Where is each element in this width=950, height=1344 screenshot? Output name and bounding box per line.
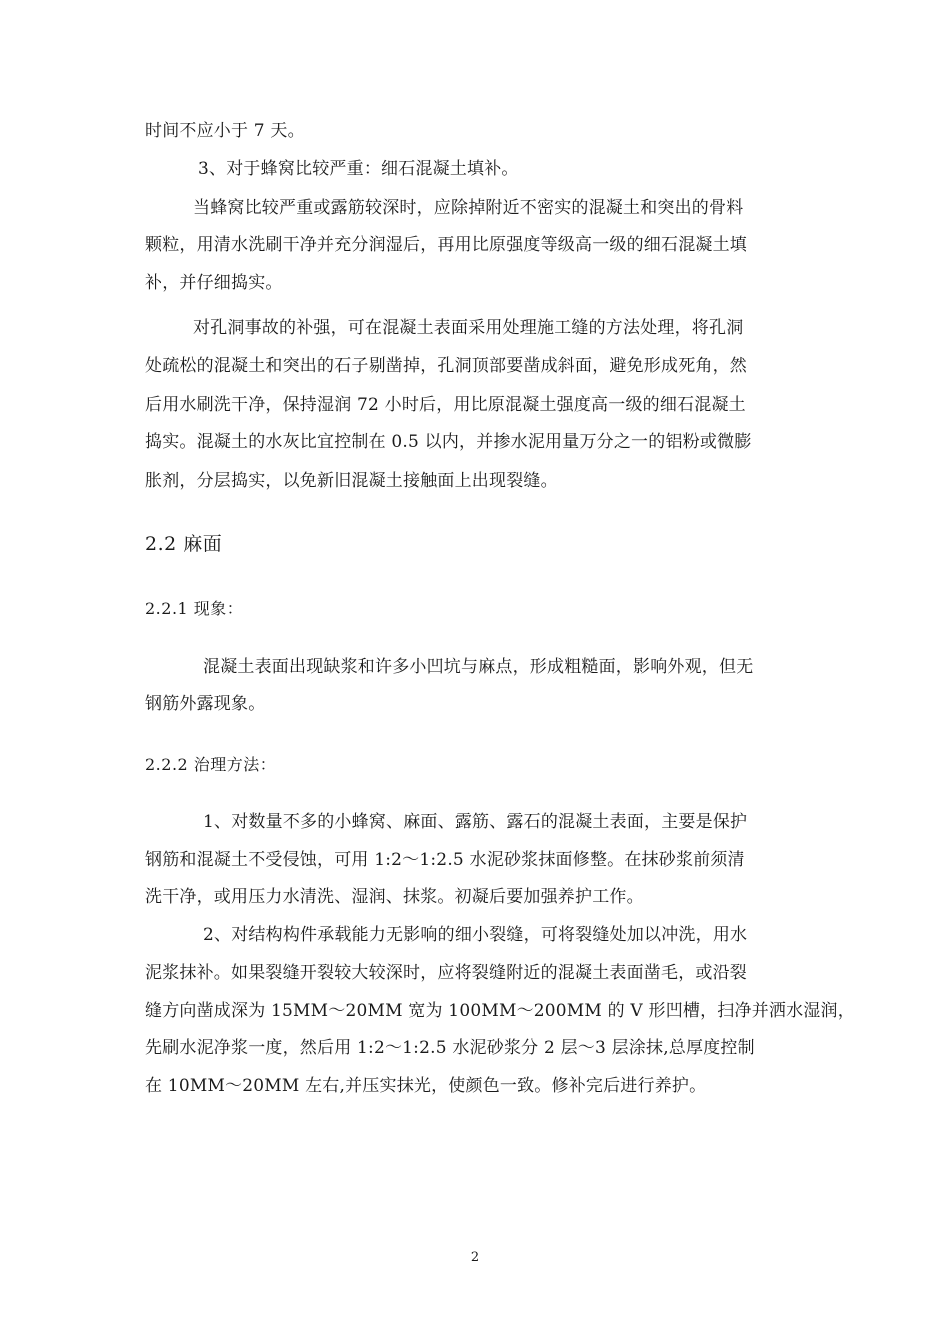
section-heading: 2.2 麻面 [145,533,223,555]
paragraph-line: 捣实。混凝土的水灰比宜控制在 0.5 以内，并掺水泥用量万分之一的铝粉或微膨 [145,432,752,452]
paragraph-line: 混凝土表面出现缺浆和许多小凹坑与麻点，形成粗糙面，影响外观，但无 [203,657,754,677]
paragraph-line: 泥浆抹补。如果裂缝开裂较大较深时，应将裂缝附近的混凝土表面凿毛，或沿裂 [145,963,747,983]
paragraph-line: 处疏松的混凝土和突出的石子剔凿掉，孔洞顶部要凿成斜面，避免形成死角，然 [145,356,747,376]
paragraph-line: 补，并仔细捣实。 [145,273,283,293]
subsection-heading: 2.2.2 治理方法： [145,755,277,774]
paragraph-line: 缝方向凿成深为 15MM～20MM 宽为 100MM～200MM 的 V 形凹槽，扫净并洒水湿润， [145,1001,855,1021]
paragraph-line: 后用水刷洗干净，保持湿润 72 小时后，用比原混凝土强度高一级的细石混凝土 [145,395,746,415]
paragraph-line: 钢筋外露现象。 [145,694,266,714]
paragraph-line: 1、对数量不多的小蜂窝、麻面、露筋、露石的混凝土表面，主要是保护 [203,812,748,832]
paragraph-line: 对孔洞事故的补强，可在混凝土表面采用处理施工缝的方法处理，将孔洞 [193,318,744,338]
paragraph-line: 颗粒，用清水洗刷干净并充分润湿后，再用比原强度等级高一级的细石混凝土填 [145,235,747,255]
paragraph-line: 钢筋和混凝土不受侵蚀，可用 1:2～1:2.5 水泥砂浆抹面修整。在抹砂浆前须清 [145,850,745,870]
page-number: 2 [470,1250,480,1265]
paragraph-line: 时间不应小于 7 天。 [145,121,305,141]
paragraph-line: 当蜂窝比较严重或露筋较深时，应除掉附近不密实的混凝土和突出的骨料 [193,198,744,218]
paragraph-line: 洗干净，或用压力水清洗、湿润、抹浆。初凝后要加强养护工作。 [145,887,644,907]
paragraph-line: 在 10MM～20MM 左右,并压实抹光，使颜色一致。修补完后进行养护。 [145,1076,707,1096]
subsection-heading: 2.2.1 现象： [145,599,244,618]
list-item-heading: 3、对于蜂窝比较严重：细石混凝土填补。 [198,159,519,179]
paragraph-line: 胀剂，分层捣实，以免新旧混凝土接触面上出现裂缝。 [145,471,558,491]
paragraph-line: 先刷水泥净浆一度，然后用 1:2～1:2.5 水泥砂浆分 2 层～3 层涂抹,总厚度控制 [145,1038,755,1058]
paragraph-line: 2、对结构构件承载能力无影响的细小裂缝，可将裂缝处加以冲洗，用水 [203,925,748,945]
